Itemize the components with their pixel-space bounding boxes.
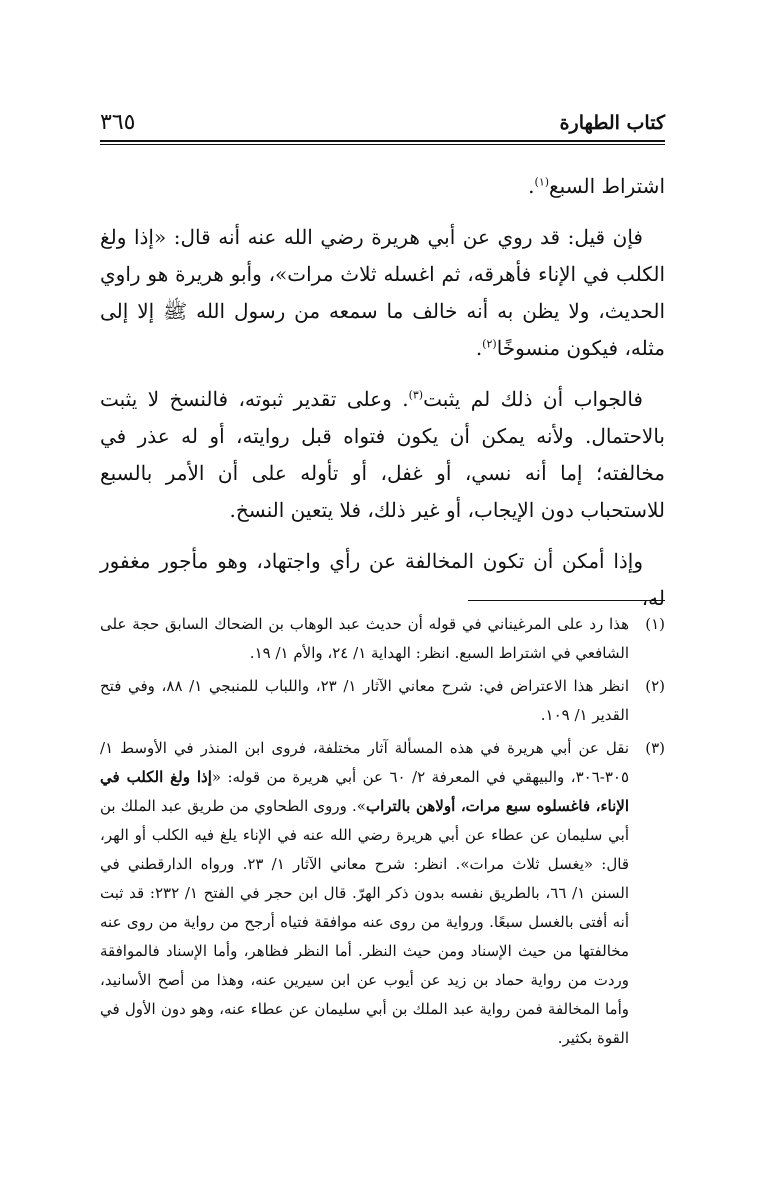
paragraph-2-text: فإن قيل: قد روي عن أبي هريرة رضي الله عنه أنه قال: «إذا ولغ الكلب في الإناء فأهرقه، ثم اغسله ثلاث مرات»، وأبو هريرة هو راوي الحديث، ولا يظن به أنه خالف ما سمعه من رسول الله ﷺ إلا إلى مثله، فيكون منسوخًا bbox=[100, 225, 665, 360]
header-rule-thin bbox=[100, 144, 665, 145]
footnote-2 bbox=[100, 672, 665, 730]
book-title: كتاب الطهارة bbox=[559, 112, 665, 134]
footnotes bbox=[100, 610, 665, 1057]
footnote-1 bbox=[100, 610, 665, 668]
paragraph-1-end: . bbox=[528, 174, 535, 198]
footnote-ref-3: (٣) bbox=[408, 388, 424, 402]
footnote-1-text: هذا رد على المرغيناني في قوله أن حديث عبد الوهاب بن الضحاك السابق حجة على الشافعي في اشتراط السبع. انظر: الهداية ١/ ٢٤، والأم ١/ ١٩. bbox=[100, 615, 629, 662]
paragraph-3-text-b: . وعلى تقدير ثبوته، فالنسخ لا يثبت بالاحتمال. ولأنه يمكن أن يكون فتواه قبل روايته، أو له عذر في مخالفته؛ إما أنه نسي، أو غفل، أو تأوله على أن الأمر بالسبع للاستحباب دون الإيجاب، أو غير ذلك، فلا يتعين النسخ. bbox=[100, 387, 665, 522]
footnote-3-text-b: ». وروى الطحاوي من طريق عبد الملك بن أبي سليمان عن عطاء عن أبي هريرة رضي الله عنه في الإناء يلغ فيه الكلب أو الهر، قال: «يغسل ثلاث مرات». انظر: شرح معاني الآثار ١/ ٢٣. ورواه الدارقطني في السنن ١/ ٦٦، بالطريق نفسه بدون ذكر الهرّ. قال ابن حجر في الفتح ١/ ٢٣٢: قد ثبت أنه أفتى بالغسل سبعًا. ورواية من روى عنه موافقة فتياه أرجح من رواية من روى عنه مخالفتها من حيث الإسناد ومن حيث النظر. أما النظر فظاهر، وأما الإسناد فالموافقة وردت من رواية حماد بن زيد عن أيوب عن ابن سيرين عنه، وهذا من أصح الأسانيد، وأما المخالفة فمن رواية عبد الملك بن أبي سليمان عن عطاء عنه، وهو دون الأول في القوة بكثير. bbox=[100, 797, 629, 1047]
footnote-3-number: (٣) bbox=[645, 739, 665, 757]
footnote-separator bbox=[468, 600, 665, 601]
paragraph-3 bbox=[100, 381, 665, 529]
paragraph-1 bbox=[100, 168, 665, 205]
footnote-ref-2: (٢) bbox=[482, 337, 497, 351]
footnote-3 bbox=[100, 734, 665, 1053]
paragraph-4 bbox=[100, 543, 665, 617]
footnote-3-text-a: نقل عن أبي هريرة في هذه المسألة آثار مختلفة، فروى ابن المنذر في الأوسط ١/ ٣٠٥-٣٠٦، والبيهقي في المعرفة ٢/ ٦٠ عن أبي هريرة من قوله: « bbox=[100, 739, 630, 786]
header-rule bbox=[100, 140, 665, 142]
footnote-2-text: انظر هذا الاعتراض في: شرح معاني الآثار ١/ ٢٣، واللباب للمنبجي ١/ ٨٨، وفي فتح القدير ١/ ١٠٩. bbox=[100, 677, 629, 724]
paragraph-2-end: . bbox=[475, 336, 483, 360]
paragraph-4-text: وإذا أمكن أن تكون المخالفة عن رأي واجتهاد، وهو مأجور مغفور له، bbox=[100, 549, 665, 610]
paragraph-3-text-a: فالجواب أن ذلك لم يثبت bbox=[423, 387, 643, 411]
footnote-1-number: (١) bbox=[645, 615, 665, 633]
page-number: ٣٦٥ bbox=[100, 110, 136, 135]
paragraph-2 bbox=[100, 219, 665, 367]
main-text bbox=[100, 168, 665, 631]
footnote-ref-1: (١) bbox=[534, 175, 550, 189]
footnote-3-hadith-quote: إذا ولغ الكلب في الإناء، فاغسلوه سبع مرات، أولاهن بالتراب bbox=[100, 768, 630, 815]
footnote-2-number: (٢) bbox=[645, 677, 665, 695]
paragraph-1-text: اشتراط السبع bbox=[549, 174, 665, 198]
